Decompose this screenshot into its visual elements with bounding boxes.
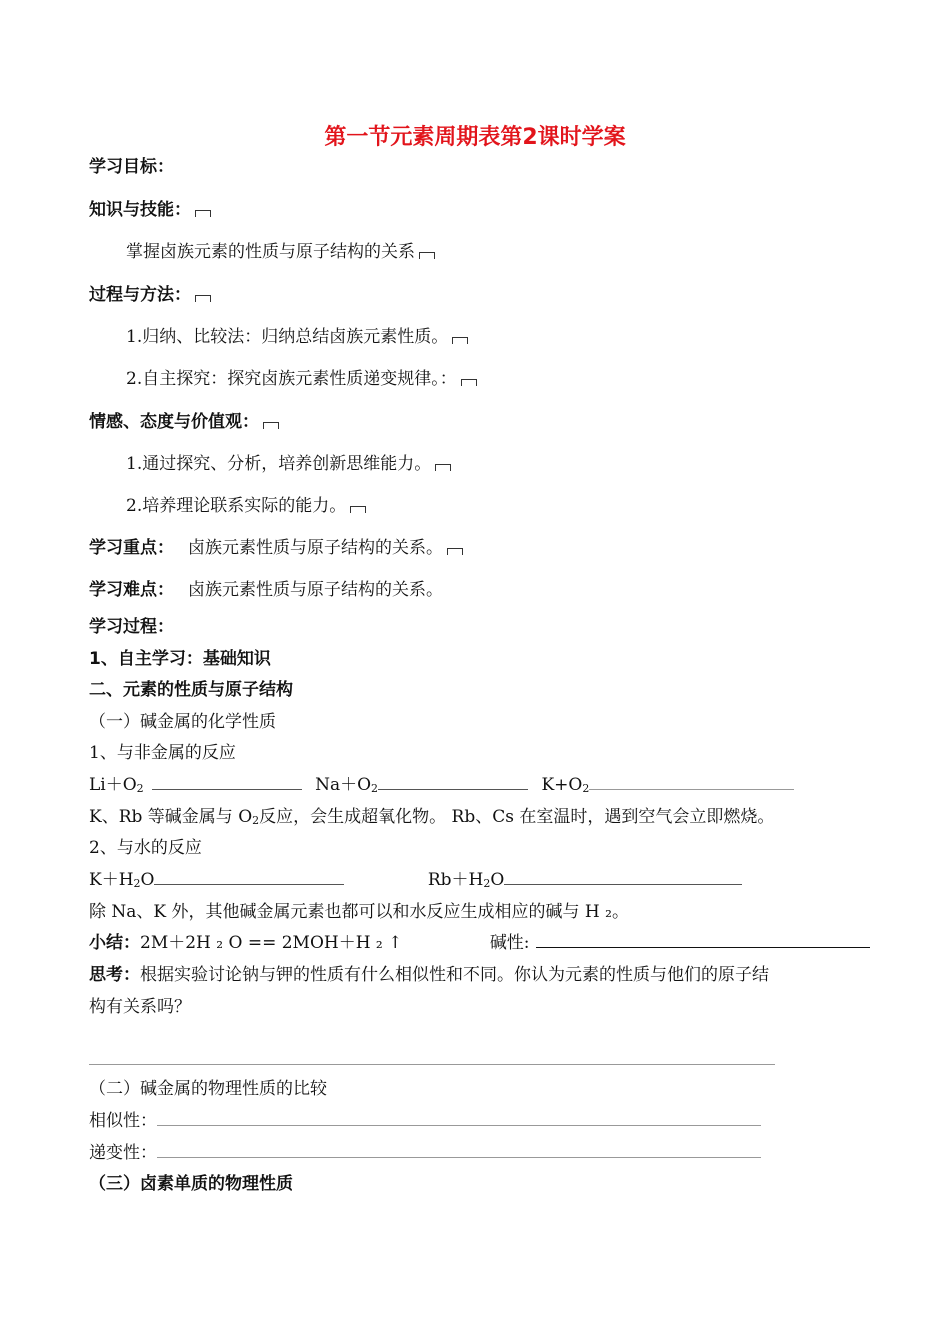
water-reaction-equations	[89, 869, 742, 895]
process-line	[89, 284, 211, 306]
reaction-1-heading: 1、与非金属的反应	[89, 743, 236, 763]
subsection-3-heading: （三）卤素单质的物理性质	[89, 1174, 293, 1194]
summary-line	[89, 932, 870, 954]
subsection-1-heading: （一）碱金属的化学性质	[89, 712, 276, 732]
paragraph-mark-icon	[447, 548, 463, 555]
knowledge-item-text: 掌握卤族元素的性质与原子结构的关系	[126, 242, 415, 262]
paragraph-mark-icon	[435, 464, 451, 471]
summary-equation: 2M＋2H ₂ O == 2MOH＋H ₂ ↑	[140, 933, 403, 953]
difficult-point-line	[89, 579, 443, 601]
similarity-line	[89, 1110, 761, 1132]
process-item-1	[126, 326, 468, 348]
similarity-blank[interactable]	[157, 1111, 761, 1126]
gradation-line	[89, 1142, 761, 1164]
answer-blank-k-h2o[interactable]	[154, 870, 344, 885]
alkalinity-blank[interactable]	[536, 933, 870, 948]
gradation-blank[interactable]	[157, 1143, 761, 1158]
process-item-text: 1.归纳、比较法：归纳总结卤族元素性质。	[126, 327, 449, 347]
knowledge-item	[126, 241, 435, 263]
emotion-heading: 情感、态度与价值观：	[89, 412, 259, 432]
emotion-line	[89, 411, 279, 433]
think-label: 思考：	[89, 965, 140, 985]
oxygen-reaction-equations	[89, 774, 794, 800]
subsection-2-heading: （二）碱金属的物理性质的比较	[89, 1079, 327, 1099]
alkalinity-label: 碱性:	[489, 933, 530, 953]
equation-li-o2: $Li+O_2$	[89, 775, 144, 795]
emotion-item-2	[126, 495, 366, 517]
think-text: 根据实验讨论钠与钾的性质有什么相似性和不同。你认为元素的性质与他们的原子结	[140, 965, 769, 985]
process-item-2	[126, 368, 477, 390]
key-point-line	[89, 537, 463, 559]
knowledge-heading: 知识与技能：	[89, 200, 191, 220]
objectives-heading: 学习目标：	[89, 157, 174, 177]
paragraph-mark-icon	[461, 379, 477, 386]
summary-label: 小结：	[89, 933, 140, 953]
difficult-point-label: 学习难点：	[89, 580, 174, 600]
knowledge-line	[89, 199, 211, 221]
hydrogen-note: 除 Na、K 外，其他碱金属元素也都可以和水反应生成相应的碱与 H ₂。	[89, 902, 629, 922]
paragraph-mark-icon	[452, 337, 468, 344]
equation-rb-h2o: $Rb+H_2O$	[427, 870, 505, 890]
paragraph-mark-icon	[419, 252, 435, 259]
paragraph-mark-icon	[263, 422, 279, 429]
emotion-item-1	[126, 453, 451, 475]
reaction-2-heading: 2、与水的反应	[89, 838, 202, 858]
equation-k-h2o: $K+H_2O$	[89, 870, 155, 890]
superoxide-note: K、Rb 等碱金属与 $O_2$反应，会生成超氧化物。 Rb、Cs 在室温时，遇到空气会立即燃烧。	[89, 807, 775, 827]
answer-blank-li[interactable]	[152, 775, 302, 790]
emotion-item-text: 2.培养理论联系实际的能力。	[126, 496, 347, 516]
think-line-1	[89, 964, 769, 986]
similarity-label: 相似性：	[89, 1111, 157, 1131]
think-answer-line[interactable]	[89, 1064, 775, 1065]
section-1-heading: 1、自主学习：基础知识	[89, 649, 271, 669]
answer-blank-na[interactable]	[378, 775, 528, 790]
key-point-label: 学习重点：	[89, 538, 174, 558]
process-heading: 过程与方法：	[89, 285, 191, 305]
page-title: 第一节元素周期表第2课时学案	[324, 125, 626, 150]
think-line-2: 构有关系吗？	[89, 997, 191, 1017]
key-point-text: 卤族元素性质与原子结构的关系。	[188, 538, 443, 558]
process-item-text: 2.自主探究：探究卤族元素性质递变规律。：	[126, 369, 457, 389]
learning-process-label: 学习过程：	[89, 617, 174, 637]
equation-k-o2: $K+O_2$	[541, 775, 590, 795]
paragraph-mark-icon	[195, 210, 211, 217]
difficult-point-text: 卤族元素性质与原子结构的关系。	[188, 580, 443, 600]
paragraph-mark-icon	[350, 506, 366, 513]
emotion-item-text: 1.通过探究、分析，培养创新思维能力。	[126, 454, 432, 474]
answer-blank-rb-h2o[interactable]	[504, 870, 742, 885]
section-2-heading: 二、元素的性质与原子结构	[89, 680, 293, 700]
equation-na-o2: $Na+O_2$	[315, 775, 379, 795]
answer-blank-k[interactable]	[589, 775, 794, 790]
paragraph-mark-icon	[195, 295, 211, 302]
gradation-label: 递变性：	[89, 1143, 157, 1163]
